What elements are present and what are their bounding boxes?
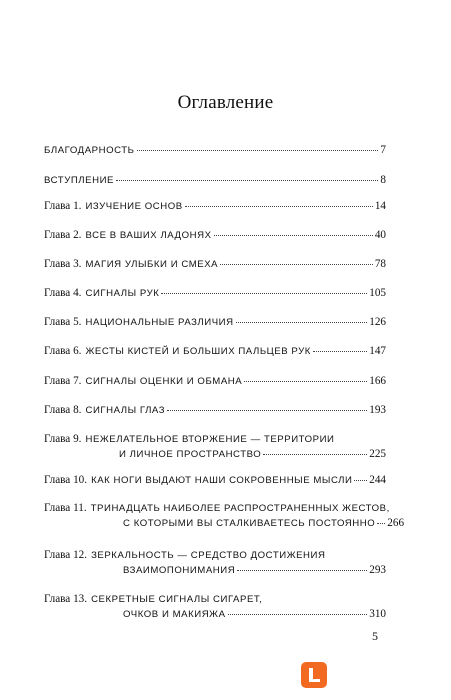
toc-entry-page: 147 — [369, 345, 386, 357]
toc-entry-page: 193 — [369, 404, 386, 416]
toc-entry-title: ИЗУЧЕНИЕ ОСНОВ — [85, 201, 183, 212]
toc-entry-page: 126 — [369, 316, 386, 328]
toc-entry-page: 78 — [374, 258, 386, 270]
dot-leader — [228, 614, 368, 615]
dot-leader — [214, 235, 373, 236]
toc-entry[interactable] — [44, 432, 386, 462]
chapter-label: Глава 12. — [44, 549, 88, 561]
chapter-label: Глава 10. — [44, 474, 88, 486]
page-number: 5 — [372, 629, 378, 643]
chapter-label: Глава 9. — [44, 433, 82, 445]
toc-entry-title: СИГНАЛЫ РУК — [85, 288, 160, 299]
chapter-label: Глава 3. — [44, 258, 82, 270]
dot-leader — [263, 454, 367, 455]
dot-leader — [167, 410, 367, 411]
toc-entry-title-continued: ВЗАИМОПОНИМАНИЯ — [123, 565, 236, 576]
chapter-label: Глава 13. — [44, 593, 88, 605]
toc-entry-page: 8 — [380, 174, 386, 186]
toc-entry-title: КАК НОГИ ВЫДАЮТ НАШИ СОКРОВЕННЫЕ МЫСЛИ — [91, 475, 353, 486]
dot-leader — [244, 381, 367, 382]
chapter-label: Глава 1. — [44, 200, 82, 212]
chapter-label: Глава 8. — [44, 404, 82, 416]
toc-entry[interactable] — [44, 548, 386, 578]
toc-entry[interactable] — [44, 199, 386, 214]
toc-entry[interactable] — [44, 173, 386, 188]
toc-entry-page: 310 — [369, 608, 386, 620]
toc-entry-page: 225 — [369, 448, 386, 460]
dot-leader — [161, 293, 367, 294]
toc-entry-page: 14 — [374, 200, 386, 212]
logo-background — [301, 662, 327, 688]
toc-entry[interactable] — [44, 473, 386, 488]
toc-entry-title: НЕЖЕЛАТЕЛЬНОЕ ВТОРЖЕНИЕ — ТЕРРИТОРИИ — [85, 434, 335, 445]
toc-entry-page: 266 — [387, 517, 405, 529]
toc-entry-title: МАГИЯ УЛЫБКИ И СМЕХА — [85, 259, 219, 270]
dot-leader — [377, 523, 385, 524]
toc-entry-title: СЕКРЕТНЫЕ СИГНАЛЫ СИГАРЕТ, — [91, 594, 263, 605]
litres-logo-icon — [301, 662, 327, 688]
dot-leader — [220, 264, 373, 265]
chapter-label: Глава 11. — [44, 502, 87, 514]
toc-entry-title: НАЦИОНАЛЬНЫЕ РАЗЛИЧИЯ — [85, 317, 234, 328]
toc-entry-title: БЛАГОДАРНОСТЬ — [44, 145, 135, 156]
toc-entry[interactable] — [44, 344, 386, 359]
chapter-label: Глава 2. — [44, 229, 82, 241]
toc-entry-page: 293 — [369, 564, 386, 576]
toc-entry[interactable] — [44, 257, 386, 272]
dot-leader — [137, 150, 379, 151]
toc-entry-title: ТРИНАДЦАТЬ НАИБОЛЕЕ РАСПРОСТРАНЕННЫХ ЖЕСТОВ, — [90, 503, 390, 514]
toc-entry[interactable] — [44, 143, 386, 158]
dot-leader — [185, 206, 373, 207]
toc-entry[interactable] — [44, 286, 386, 301]
dot-leader — [236, 322, 368, 323]
chapter-label: Глава 6. — [44, 345, 82, 357]
toc-entry[interactable] — [44, 228, 386, 243]
toc-entry-title-continued: С КОТОРЫМИ ВЫ СТАЛКИВАЕТЕСЬ ПОСТОЯННО — [123, 518, 376, 529]
toc-entry-title: СИГНАЛЫ ОЦЕНКИ И ОБМАНА — [85, 376, 243, 387]
toc-entry-title-continued: ОЧКОВ И МАКИЯЖА — [123, 609, 226, 620]
toc-entry-title: ВСЕ В ВАШИХ ЛАДОНЯХ — [85, 230, 212, 241]
toc-entry[interactable] — [44, 315, 386, 330]
toc-entry-page: 166 — [369, 375, 386, 387]
toc-entry-title: СИГНАЛЫ ГЛАЗ — [85, 405, 166, 416]
dot-leader — [237, 570, 367, 571]
dot-leader — [313, 351, 367, 352]
toc-entry[interactable] — [44, 403, 386, 418]
toc-entry-title: ЖЕСТЫ КИСТЕЙ И БОЛЬШИХ ПАЛЬЦЕВ РУК — [85, 346, 311, 357]
dot-leader — [354, 480, 367, 481]
toc-entry-page: 105 — [369, 287, 386, 299]
toc-entry-title-continued: И ЛИЧНОЕ ПРОСТРАНСТВО — [119, 449, 262, 460]
chapter-label: Глава 7. — [44, 375, 82, 387]
toc-entry-page: 40 — [374, 229, 386, 241]
toc-entry[interactable] — [44, 592, 386, 622]
toc-entry-page: 244 — [369, 474, 386, 486]
dot-leader — [116, 180, 378, 181]
toc-entry[interactable] — [44, 501, 405, 531]
toc-entry-title: ЗЕРКАЛЬНОСТЬ — СРЕДСТВО ДОСТИЖЕНИЯ — [91, 550, 326, 561]
chapter-label: Глава 4. — [44, 287, 82, 299]
toc-entry-page: 7 — [380, 144, 386, 156]
toc-entry-title: ВСТУПЛЕНИЕ — [44, 175, 114, 186]
toc-entry[interactable] — [44, 374, 386, 389]
chapter-label: Глава 5. — [44, 316, 82, 328]
page-title: Оглавление — [177, 92, 274, 113]
